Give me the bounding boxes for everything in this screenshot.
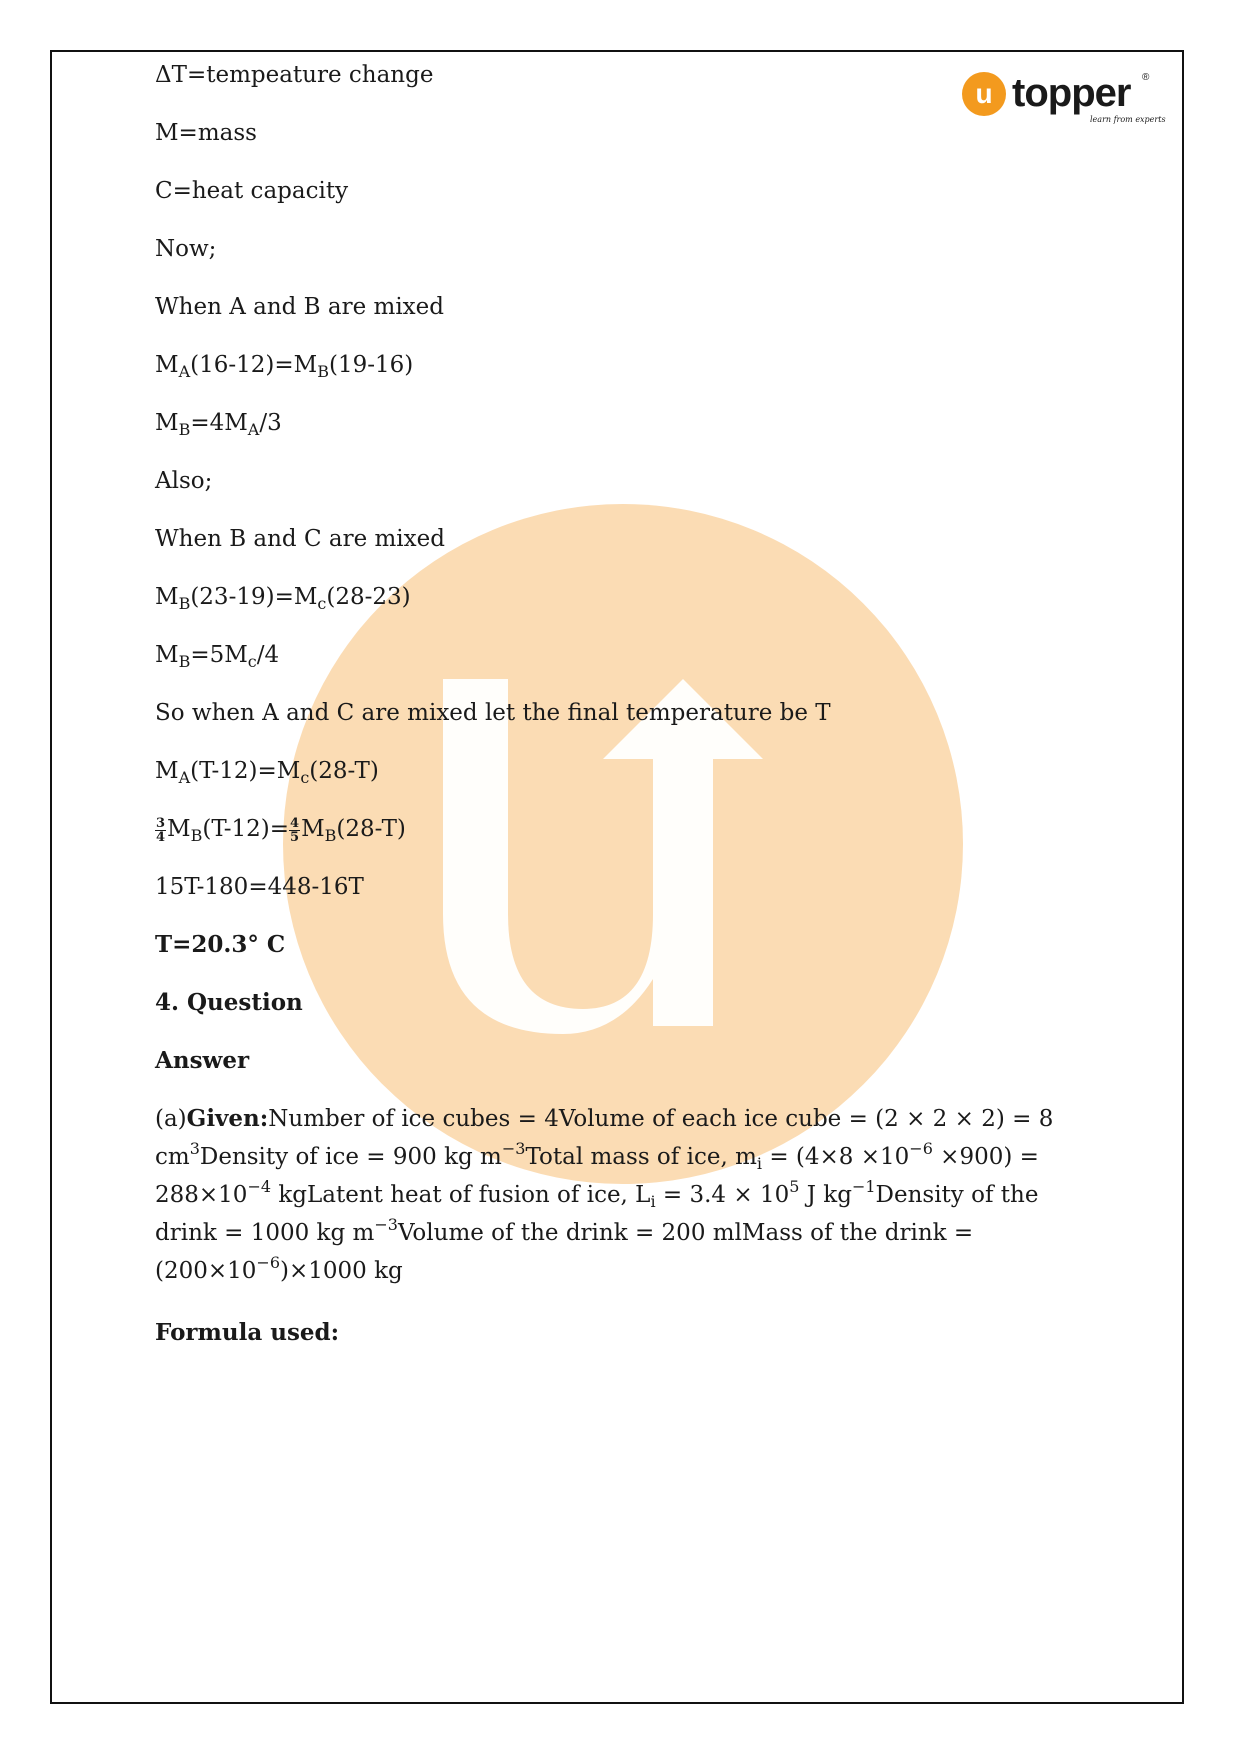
equation-line: $M_B=5M_c/4$: [155, 642, 280, 671]
fraction: $\frac{3}{4}$: [156, 815, 166, 845]
text-line: C=heat capacity: [155, 178, 349, 204]
equation-line: $M_A(16-12)=M_B(19-16)$: [155, 352, 414, 381]
registered-mark: ®: [1142, 72, 1150, 83]
answer-heading: Answer: [155, 1047, 250, 1074]
result-line: T=20.3° C: [155, 931, 286, 958]
text-line: Now;: [155, 236, 217, 262]
given-paragraph: (a)Given:Number of ice cubes = 4Volume of each ice cube = (2 × 2 × 2) = 8 $cm^3Density$ of ice = 900 kg $m^{-3}Total$ mass of ice, $m_i = (4\times 8 \times 10^{-6} \times 900) = 288\times 10^{-4}$ kgLatent heat of fusion of ice, $L_i = 3.4 \times 10^5$ J $kg^{-1}Density$ of the drink = 1000 kg $m^{-3}Volume$ of the drink = 200 mlMass of the drink = $(200\times 10^{-6})\times 1000$ kg: [155, 1105, 1054, 1284]
fraction: $\frac{4}{5}$: [290, 815, 300, 845]
document-body: [155, 60, 1085, 1376]
text-line: When A and B are mixed: [155, 294, 444, 320]
text-line: M=mass: [155, 120, 257, 146]
question-heading: 4. Question: [155, 989, 303, 1016]
logo-letter: u: [975, 78, 993, 109]
text-line: Also;: [155, 468, 213, 494]
logo-tagline: learn from experts: [1090, 115, 1166, 124]
text-line: 15T-180=448-16T: [155, 874, 364, 900]
text-line: ΔT=tempeature change: [155, 62, 434, 88]
equation-line: $M_B(23-19)=M_c(28-23)$: [155, 584, 411, 613]
equation-line: $\frac{3}{4}$ $M_B(T-12)=$ $\frac{4}{5}$ $M_B(28-T)$: [156, 815, 406, 845]
text-line: When B and C are mixed: [155, 526, 445, 552]
logo-wordmark: topper: [1012, 71, 1131, 115]
equation-line: $M_B=4M_A/3$: [155, 410, 282, 439]
equation-line: $M_A(T-12)=M_c(28-T)$: [155, 758, 379, 787]
text-line: So when A and C are mixed let the final temperature be T: [155, 700, 831, 726]
formula-heading: Formula used:: [155, 1319, 340, 1346]
